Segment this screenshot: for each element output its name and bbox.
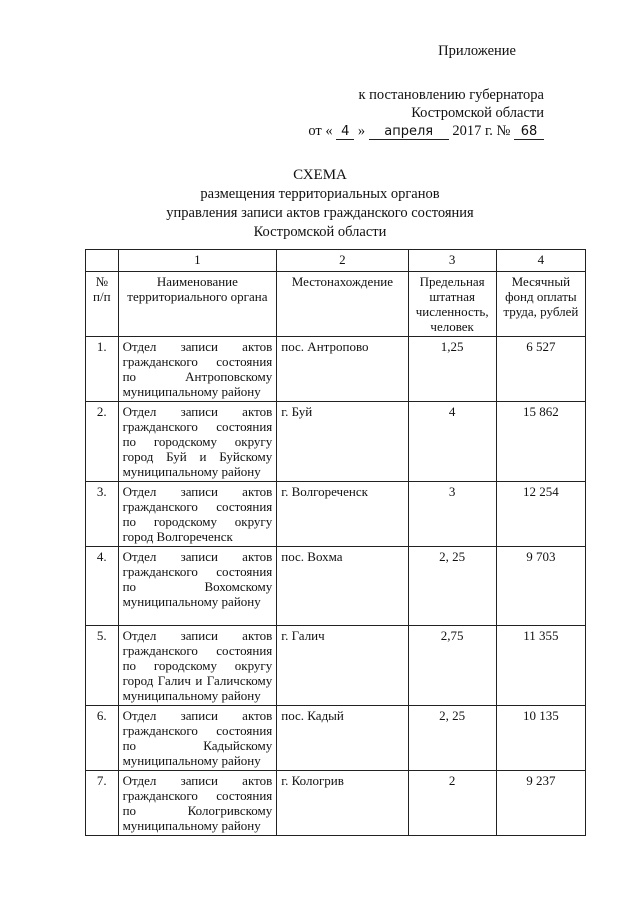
row-location: г. Буй [277,402,408,482]
row-num: 6. [86,706,119,771]
table-row [86,337,586,402]
decree-month: апреля [369,125,449,140]
row-name: Отдел записи актов гражданского состояния по Кологривскому муниципальному району [118,771,277,836]
row-name: Отдел записи актов гражданского состояния по городскому округу город Галич и Галичскому муниципальному району [118,626,277,706]
row-name: Отдел записи актов гражданского состояния по городскому округу город Волгореченск [118,482,277,547]
row-name: Отдел записи актов гражданского состояния по городскому округу город Буй и Буйскому муниципальному району [118,402,277,482]
row-staff: 4 [408,402,496,482]
row-name: Отдел записи актов гражданского состояния по Вохомскому муниципальному району [118,547,277,626]
row-location: пос. Антропово [277,337,408,402]
decree-day: 4 [336,125,354,140]
column-number-empty [86,250,119,272]
column-number: 4 [496,250,585,272]
decree-year: 2017 г. № [452,123,511,139]
appendix-header [308,42,544,140]
row-fund: 9 703 [496,547,585,626]
row-staff: 2, 25 [408,547,496,626]
header-name: Наименование территориального органа [118,272,277,337]
row-staff: 1,25 [408,337,496,402]
table-row [86,482,586,547]
row-fund: 10 135 [496,706,585,771]
row-name: Отдел записи актов гражданского состояния по Антроповскому муниципальному району [118,337,277,402]
title-line-3: управления записи актов гражданского состояния [166,205,474,221]
table-row [86,402,586,482]
row-num: 7. [86,771,119,836]
row-location: г. Кологрив [277,771,408,836]
column-number: 1 [118,250,277,272]
date-mid: » [357,123,366,139]
row-staff: 2 [408,771,496,836]
table-row [86,626,586,706]
title-line-1: СХЕМА [293,167,347,183]
header-fund: Месячный фонд оплаты труда, рублей [496,272,585,337]
decree-line-2: Костромской области [411,105,544,121]
row-num: 3. [86,482,119,547]
row-num: 2. [86,402,119,482]
header-num: № п/п [86,272,119,337]
date-prefix: от « [308,123,333,139]
row-fund: 11 355 [496,626,585,706]
row-fund: 15 862 [496,402,585,482]
header-location: Местонахождение [277,272,408,337]
decree-line-1: к постановлению губернатора [358,87,544,103]
row-location: г. Волгореченск [277,482,408,547]
document-title [0,166,640,242]
column-number-row [86,250,586,272]
table-row [86,547,586,626]
decree-date-line [308,122,544,140]
row-num: 5. [86,626,119,706]
title-line-4: Костромской области [253,224,387,240]
row-staff: 3 [408,482,496,547]
row-location: г. Галич [277,626,408,706]
row-fund: 6 527 [496,337,585,402]
appendix-label: Приложение [438,43,516,59]
row-fund: 12 254 [496,482,585,547]
title-line-2: размещения территориальных органов [200,186,440,202]
table-row [86,706,586,771]
row-fund: 9 237 [496,771,585,836]
row-staff: 2,75 [408,626,496,706]
row-name: Отдел записи актов гражданского состояния по Кадыйскому муниципальному району [118,706,277,771]
decree-number: 68 [514,125,544,140]
schema-table [85,249,586,836]
table-header-row [86,272,586,337]
column-number: 3 [408,250,496,272]
row-num: 1. [86,337,119,402]
row-num: 4. [86,547,119,626]
row-location: пос. Кадый [277,706,408,771]
table-row [86,771,586,836]
row-location: пос. Вохма [277,547,408,626]
row-staff: 2, 25 [408,706,496,771]
header-staff: Предельная штатная численность, человек [408,272,496,337]
column-number: 2 [277,250,408,272]
